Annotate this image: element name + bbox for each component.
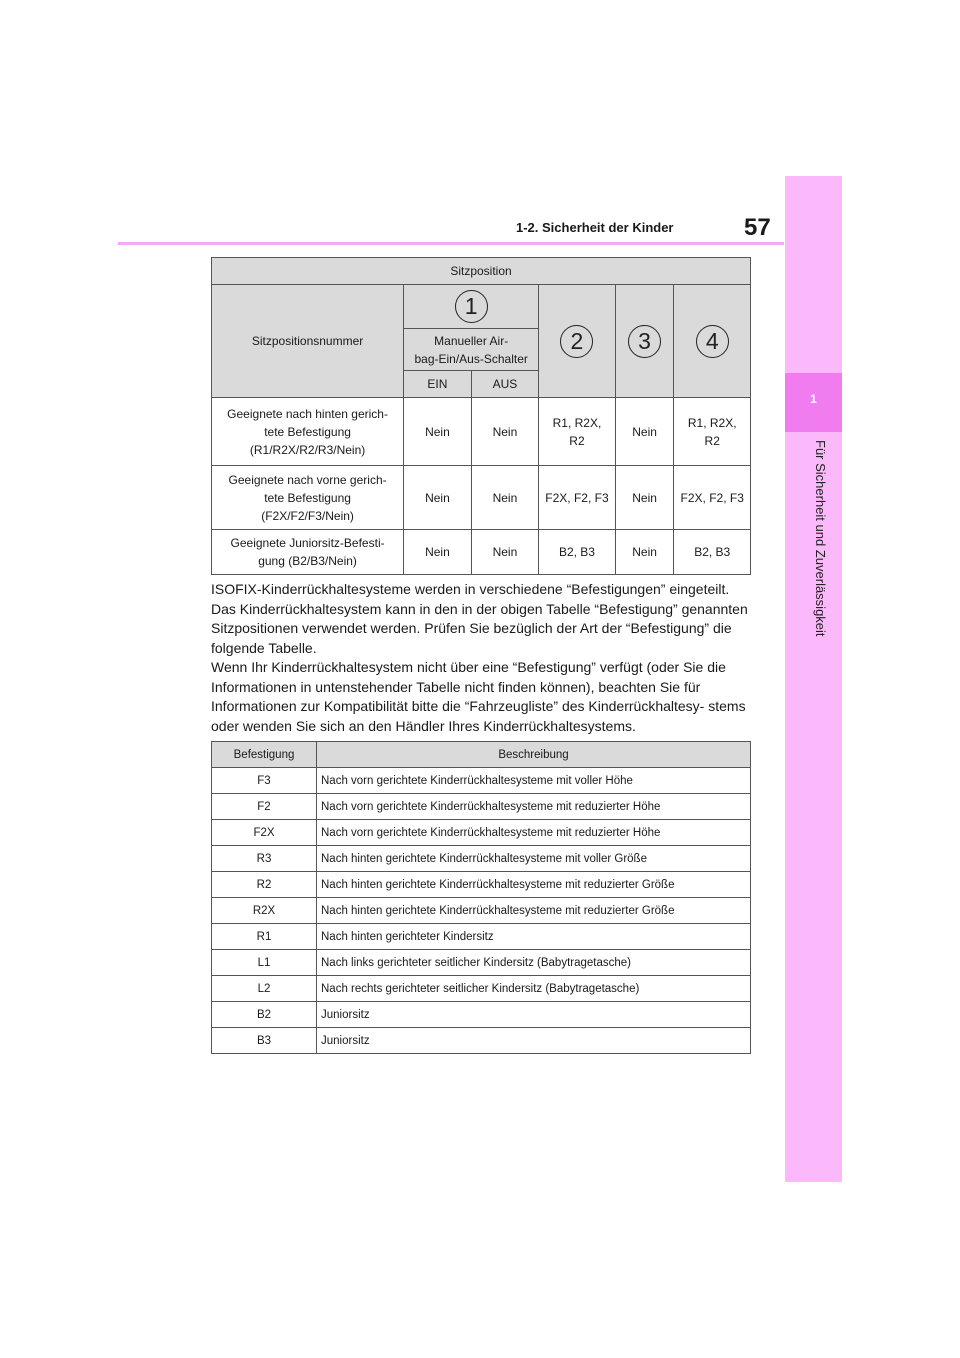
fixture-code: R1 [212,924,317,950]
table-cell: Nein [404,398,472,466]
seat-4-cell [674,285,751,398]
fixture-code: F2X [212,820,317,846]
fixture-description: Juniorsitz [317,1028,751,1054]
switch-on-header: EIN [404,371,472,398]
chapter-tab-strip [785,176,842,1182]
header-rule [118,242,784,245]
fixture-code: R2 [212,872,317,898]
table-cell: Nein [615,398,674,466]
table-row [212,1028,751,1054]
table-row [212,924,751,950]
row-label: Geeignete Juniorsitz-Befesti- gung (B2/B3/Nein) [212,530,404,575]
table-cell: B2, B3 [674,530,751,575]
table-cell: Nein [404,466,472,530]
table-cell: F2X, F2, F3 [674,466,751,530]
fixture-description: Nach links gerichteter seitlicher Kindersitz (Babytragetasche) [317,950,751,976]
table-row [212,530,751,575]
seat-1-cell [404,285,539,329]
airbag-switch-header [404,329,539,371]
table-row [212,846,751,872]
fixture-description: Juniorsitz [317,1002,751,1028]
table-row [212,398,751,466]
fixture-code: L2 [212,976,317,1002]
table-cell: B2, B3 [539,530,616,575]
paragraph-1: ISOFIX-Kinderrückhaltesysteme werden in verschiedene “Befestigungen” eingeteilt. Das Kinderrückhaltesystem kann in den in der obigen Tabelle “Befestigung” genannten Sitzpositionen verwendet werden. Prüfen Sie bezüglich der Art der “Befestigung” die folgende Tabelle. [211,581,748,656]
chapter-title: Für Sicherheit und Zuverlässigkeit [813,440,828,637]
fixture-code: F3 [212,768,317,794]
seat-position-table [211,257,751,575]
header-befestigung: Befestigung [212,742,317,768]
fixture-description: Nach vorn gerichtete Kinderrückhaltesysteme mit reduzierter Höhe [317,820,751,846]
seat-number-2: 2 [560,325,593,358]
section-title: 1-2. Sicherheit der Kinder [516,220,674,235]
fixture-code: R3 [212,846,317,872]
body-text [211,580,756,736]
fixture-code: R2X [212,898,317,924]
table-row [212,898,751,924]
fixture-description: Nach hinten gerichteter Kindersitz [317,924,751,950]
fixture-code: B3 [212,1028,317,1054]
fixture-description: Nach rechts gerichteter seitlicher Kindersitz (Babytragetasche) [317,976,751,1002]
seat-3-cell [615,285,674,398]
table-row [212,872,751,898]
table-row [212,950,751,976]
row-label: Geeignete nach vorne gerich- tete Befestigung (F2X/F2/F3/Nein) [212,466,404,530]
seat-number-1: 1 [455,290,488,323]
fixture-description: Nach hinten gerichtete Kinderrückhaltesysteme mit reduzierter Größe [317,898,751,924]
table-cell: F2X, F2, F3 [539,466,616,530]
table-cell: R1, R2X, R2 [674,398,751,466]
airbag-switch-line-1: Manueller Air- [434,333,509,348]
fixture-table [211,741,751,1054]
table-row [212,976,751,1002]
seat-number-4: 4 [696,325,729,358]
table-cell: Nein [404,530,472,575]
table-row [212,1002,751,1028]
seat-number-3: 3 [628,325,661,358]
table-row [212,794,751,820]
seat-2-cell [539,285,616,398]
table-title: Sitzposition [212,258,751,285]
row-label: Geeignete nach hinten gerich- tete Befestigung (R1/R2X/R2/R3/Nein) [212,398,404,466]
airbag-switch-line-2: bag-Ein/Aus-Schalter [414,351,528,366]
paragraph-2: Wenn Ihr Kinderrückhaltesystem nicht über eine “Befestigung” verfügt (oder Sie die Informationen in untenstehender Tabelle nicht finden können), beachten Sie für Informationen zur Kompatibilität bitte die “Fahrzeugliste” des Kinderrückhaltesy- stems oder wenden Sie sich an den Händler Ihres Kinderrückhaltesystems. [211,659,746,734]
fixture-description: Nach hinten gerichtete Kinderrückhaltesysteme mit voller Größe [317,846,751,872]
table-cell: Nein [471,530,539,575]
table-cell: Nein [615,530,674,575]
page-number: 57 [744,214,771,241]
header-beschreibung: Beschreibung [317,742,751,768]
fixture-description: Nach hinten gerichtete Kinderrückhaltesysteme mit reduzierter Größe [317,872,751,898]
table-row [212,768,751,794]
fixture-code: F2 [212,794,317,820]
table-cell: Nein [615,466,674,530]
table-cell: R1, R2X, R2 [539,398,616,466]
switch-off-header: AUS [471,371,539,398]
fixture-code: B2 [212,1002,317,1028]
fixture-description: Nach vorn gerichtete Kinderrückhaltesysteme mit voller Höhe [317,768,751,794]
fixture-code: L1 [212,950,317,976]
table-cell: Nein [471,398,539,466]
table-cell: Nein [471,466,539,530]
fixture-description: Nach vorn gerichtete Kinderrückhaltesysteme mit reduzierter Höhe [317,794,751,820]
table-row [212,466,751,530]
chapter-number: 1 [810,392,817,406]
row-header-seat-number: Sitzpositionsnummer [212,285,404,398]
table-row [212,820,751,846]
